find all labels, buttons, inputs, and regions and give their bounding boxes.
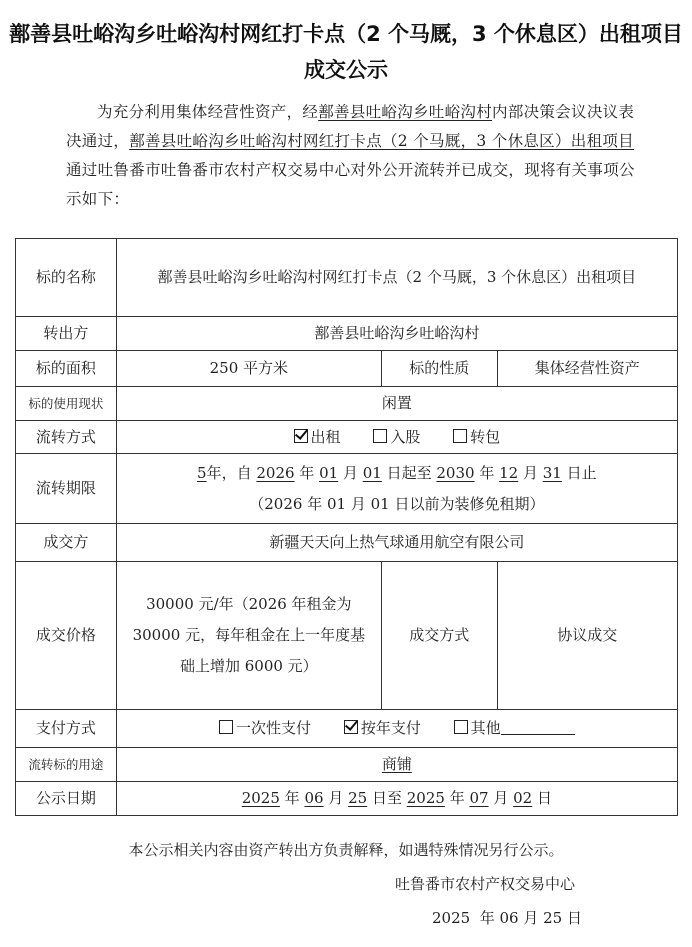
table-row [16, 387, 678, 421]
area-label: 标的面积 [16, 351, 117, 387]
term-text: 年 [474, 463, 500, 482]
term-start-year: 2026 [256, 463, 295, 482]
intro-paragraph [66, 98, 636, 214]
intro-text: 内部决策会议决议表决通过， [66, 103, 635, 150]
buyer-label: 成交方 [16, 524, 117, 562]
payment-options [116, 710, 677, 748]
term-text: 月 [338, 463, 363, 482]
notice-end-month: 07 [469, 789, 489, 807]
table-row [16, 524, 678, 562]
option-lump-sum-label: 一次性支付 [236, 719, 312, 737]
checkbox-subcontract[interactable] [453, 429, 467, 443]
term-text: 日起至 [381, 463, 437, 482]
option-annual-label: 按年支付 [360, 719, 421, 737]
term-text: 年 [294, 463, 320, 482]
price-label: 成交价格 [16, 562, 117, 710]
term-start-day: 01 [362, 463, 382, 482]
transfer-method-options [116, 421, 677, 454]
option-share-label: 入股 [390, 427, 421, 446]
table-row [16, 454, 678, 524]
intro-text: 为充分利用集体经营性资产，经 [97, 103, 319, 121]
page-title: 鄯善县吐峪沟乡吐峪沟村网红打卡点（2 个马厩，3 个休息区）出租项目成交公示 [9, 22, 683, 82]
notice-text: 月 [488, 789, 514, 807]
purpose-text: 商铺 [381, 755, 412, 773]
footer-statement: 本公示相关内容由资产转出方负责解释，如遇特殊情况另行公示。 [128, 841, 564, 859]
payment-label: 支付方式 [16, 710, 117, 748]
deal-method-label: 成交方式 [381, 562, 497, 710]
other-blank [501, 720, 575, 735]
term-note: （2026 年 01 月 01 日以前为装修免租期） [249, 494, 545, 513]
intro-underlined-project: 鄯善县吐峪沟乡吐峪沟村网红打卡点（2 个马厩，3 个休息区）出租项目 [129, 132, 634, 150]
notice-end-year: 2025 [406, 789, 445, 807]
buyer-value: 新疆天天向上热气球通用航空有限公司 [116, 524, 677, 562]
term-end-day: 31 [542, 463, 562, 482]
table-row [16, 748, 678, 782]
table-row [16, 562, 678, 710]
usage-status-value: 闲置 [116, 387, 677, 421]
table-row [16, 782, 678, 816]
notice-start-day: 25 [348, 789, 368, 807]
deal-method-value: 协议成交 [497, 562, 677, 710]
transferor-value: 鄯善县吐峪沟乡吐峪沟村 [116, 317, 677, 351]
checkbox-other[interactable] [454, 720, 468, 734]
checkbox-lump-sum[interactable] [219, 720, 233, 734]
term-text: 月 [518, 463, 543, 482]
notice-date-value [116, 782, 677, 816]
intro-underlined-village: 鄯善县吐峪沟乡吐峪沟村 [318, 103, 493, 121]
footer-organization: 吐鲁番市农村产权交易中心 [395, 875, 576, 893]
notice-text: 日 [532, 789, 552, 807]
term-line [123, 458, 671, 489]
notice-date-label: 公示日期 [16, 782, 117, 816]
notice-start-month: 06 [304, 789, 324, 807]
notice-start-year: 2025 [241, 789, 280, 807]
purpose-value [116, 748, 677, 782]
table-row [16, 421, 678, 454]
nature-label: 标的性质 [381, 351, 497, 387]
term-years: 5 [197, 463, 207, 482]
subject-name-label: 标的名称 [16, 239, 117, 317]
purpose-label: 流转标的用途 [16, 748, 117, 782]
footer-date: 2025 年 06 月 25 日 [432, 909, 582, 927]
checkbox-annual[interactable] [344, 720, 358, 734]
subject-name-value: 鄯善县吐峪沟乡吐峪沟村网红打卡点（2 个马厩，3 个休息区）出租项目 [116, 239, 677, 317]
price-value: 30000 元/年（2026 年租金为 30000 元，每年租金在上一年度基础上增加 6000 元） [116, 562, 381, 710]
option-other-label: 其他 [470, 719, 501, 737]
term-text: 日止 [561, 463, 597, 482]
checkbox-share[interactable] [373, 429, 387, 443]
table-row [16, 239, 678, 317]
table-row [16, 317, 678, 351]
notice-text: 日至 [367, 789, 407, 807]
term-text: 年，自 [206, 463, 257, 482]
term-label: 流转期限 [16, 454, 117, 524]
table-row [16, 351, 678, 387]
info-table [15, 238, 678, 816]
usage-status-label: 标的使用现状 [16, 387, 117, 421]
nature-value: 集体经营性资产 [497, 351, 677, 387]
term-end-month: 12 [499, 463, 519, 482]
checkbox-rent[interactable] [294, 429, 308, 443]
area-value: 250 平方米 [116, 351, 381, 387]
notice-end-day: 02 [513, 789, 533, 807]
transfer-method-label: 流转方式 [16, 421, 117, 454]
table-row [16, 710, 678, 748]
term-end-year: 2030 [436, 463, 475, 482]
term-start-month: 01 [319, 463, 339, 482]
notice-text: 月 [323, 789, 349, 807]
option-subcontract-label: 转包 [470, 427, 501, 446]
notice-text: 年 [444, 789, 470, 807]
notice-text: 年 [279, 789, 305, 807]
transferor-label: 转出方 [16, 317, 117, 351]
term-value [116, 454, 677, 524]
intro-text: 通过吐鲁番市吐鲁番市农村产权交易中心对外公开流转并已成交，现将有关事项公示如下： [66, 161, 635, 208]
option-rent-label: 出租 [310, 427, 341, 446]
